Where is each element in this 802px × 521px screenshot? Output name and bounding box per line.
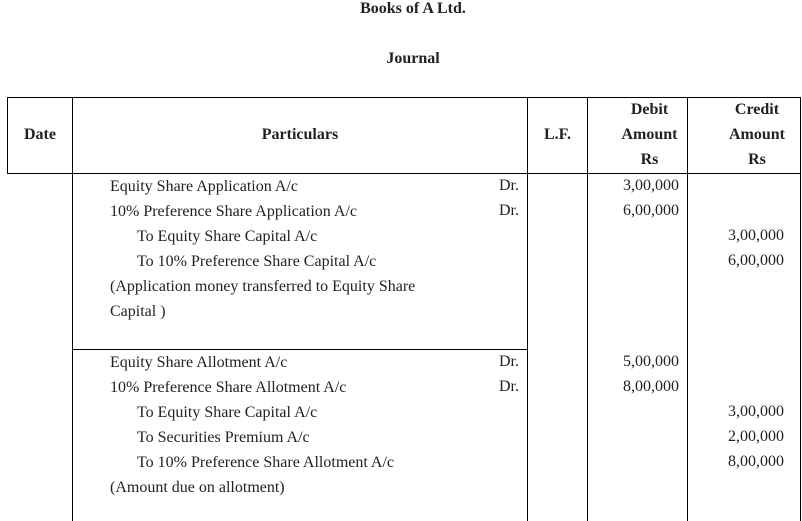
debit-amount: 6,00,000 — [623, 202, 679, 219]
entry-line-text: 10% Preference Share Allotment A/c — [110, 379, 347, 396]
header-lf: L.F. — [544, 126, 571, 143]
credit-amount: 6,00,000 — [728, 252, 784, 269]
entry-line-text: To 10% Preference Share Capital A/c — [137, 253, 377, 270]
header-debit-line2: Amount — [621, 126, 678, 143]
entry-line-text: To 10% Preference Share Allotment A/c — [137, 454, 395, 471]
particulars-column-divider — [527, 97, 528, 521]
debit-amount: 3,00,000 — [623, 177, 679, 194]
narration-text: Capital ) — [110, 303, 166, 320]
entry-line-text: To Equity Share Capital A/c — [137, 404, 318, 421]
header-particulars: Particulars — [261, 126, 339, 143]
narration-text: (Amount due on allotment) — [110, 479, 285, 496]
debit-amount: 5,00,000 — [623, 353, 679, 370]
dr-label: Dr. — [499, 353, 519, 370]
header-date: Date — [24, 126, 56, 143]
dr-label: Dr. — [499, 378, 519, 395]
header-debit-line3: Rs — [640, 151, 659, 168]
entry-line-text: To Equity Share Capital A/c — [137, 228, 318, 245]
debit-amount: 8,00,000 — [623, 378, 679, 395]
header-credit-line1: Credit — [734, 101, 780, 118]
dr-label: Dr. — [499, 202, 519, 219]
document-subtitle: Journal — [386, 50, 440, 67]
table-top-border — [7, 97, 801, 98]
entry-line-text: Equity Share Application A/c — [110, 178, 298, 195]
dr-label: Dr. — [499, 177, 519, 194]
entry-line-text: To Securities Premium A/c — [137, 429, 310, 446]
credit-amount: 2,00,000 — [728, 428, 784, 445]
header-credit-line3: Rs — [748, 151, 766, 168]
credit-amount: 3,00,000 — [728, 403, 784, 420]
document-title: Books of A Ltd. — [360, 0, 466, 17]
date-column-divider — [72, 97, 73, 521]
credit-amount: 3,00,000 — [728, 227, 784, 244]
header-debit-line1: Debit — [630, 101, 669, 118]
narration-text: (Application money transferred to Equity Share — [110, 278, 416, 295]
header-credit-line2: Amount — [728, 126, 785, 143]
entry-line-text: 10% Preference Share Application A/c — [110, 203, 358, 220]
entry-line-text: Equity Share Allotment A/c — [110, 354, 288, 371]
credit-amount: 8,00,000 — [728, 453, 784, 470]
